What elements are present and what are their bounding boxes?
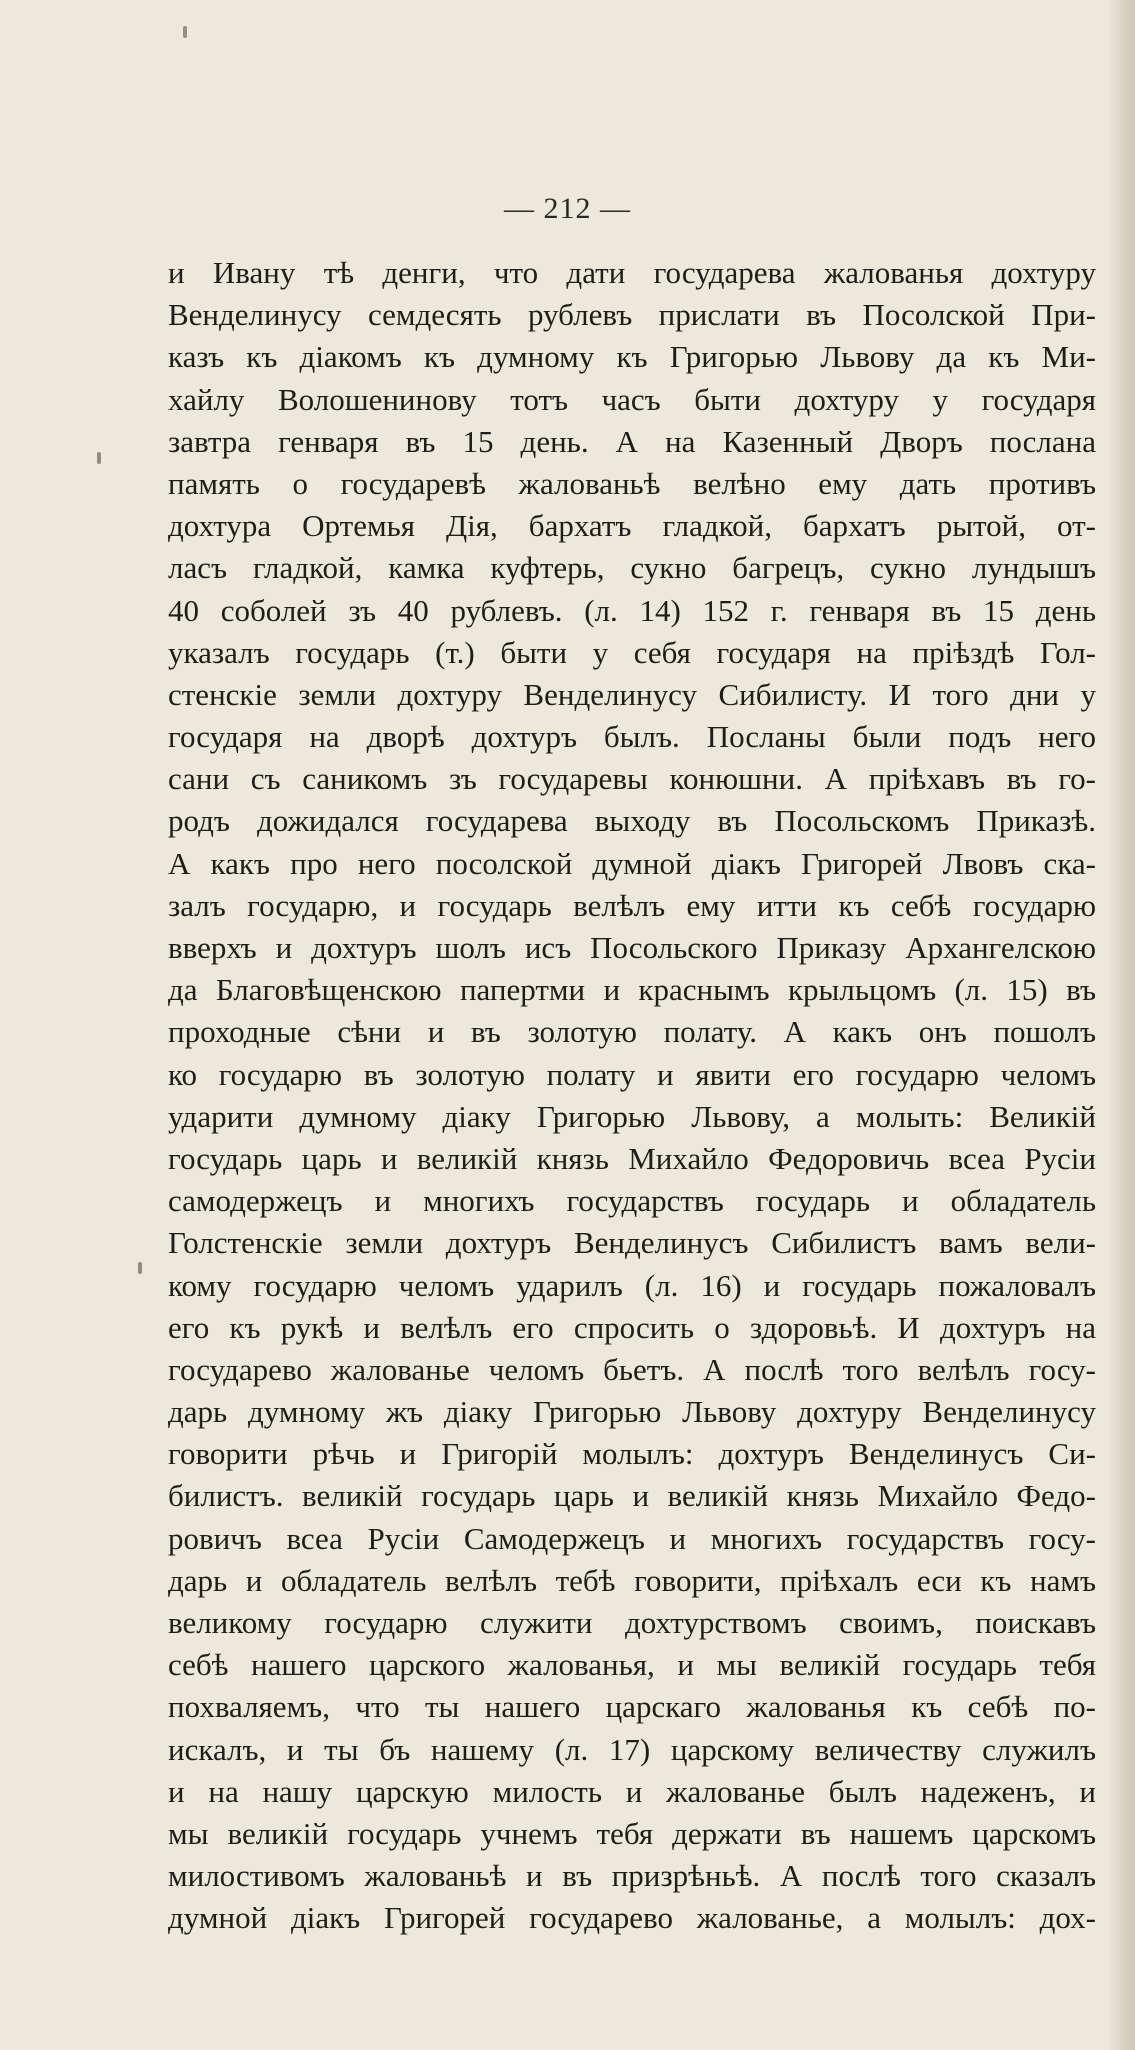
text-line: 40 соболей зъ 40 рублевъ. (л. 14) 152 г. генваря въ 15 день (168, 592, 1096, 628)
text-line: проходные сѣни и въ золотую полату. А какъ онъ пошолъ (168, 1014, 1096, 1050)
text-line: А какъ про него посолской думной діакъ Григорей Лвовъ ска- (168, 845, 1096, 881)
body-text (168, 252, 1096, 1940)
text-line: мы великій государь учнемъ тебя держати въ нашемъ царскомъ (168, 1815, 1096, 1851)
text-line: ударити думному діаку Григорью Львову, а молыть: Великій (168, 1098, 1096, 1134)
text-line: ровичъ всеа Русіи Самодержецъ и многихъ государствъ госу- (168, 1520, 1096, 1556)
text-line: ласъ гладкой, камка куфтерь, сукно багрецъ, сукно лундышъ (168, 550, 1096, 586)
text-line: казъ къ діакомъ къ думному къ Григорью Львову да къ Ми- (168, 339, 1096, 375)
text-line: ко государю въ золотую полату и явити его государю челомъ (168, 1056, 1096, 1092)
text-line: дарь думному жъ діаку Григорью Львову дохтуру Венделинусу (168, 1394, 1096, 1430)
text-line: сани съ саникомъ зъ государевы конюшни. А пріѣхавъ въ го- (168, 761, 1096, 797)
page-edge-shadow (1107, 0, 1135, 2050)
text-line: дарь и обладатель велѣлъ тебѣ говорити, пріѣхалъ еси къ намъ (168, 1562, 1096, 1598)
text-line: родъ дожидался государева выходу въ Посольскомъ Приказѣ. (168, 803, 1096, 839)
text-line: его къ рукѣ и велѣлъ его спросить о здоровьѣ. И дохтуръ на (168, 1309, 1096, 1345)
text-line: искалъ, и ты бъ нашему (л. 17) царскому величеству служилъ (168, 1731, 1096, 1767)
page-number: — 212 — (504, 192, 631, 225)
text-line: государя на дворѣ дохтуръ былъ. Посланы были подъ него (168, 719, 1096, 755)
text-line: завтра генваря въ 15 день. А на Казенный Дворъ послана (168, 423, 1096, 459)
text-line: и Ивану тѣ денги, что дати государева жалованья дохтуру (168, 255, 1096, 290)
text-line: думной діакъ Григорей государево жалованье, а молылъ: дох- (168, 1900, 1096, 1936)
text-line: вверхъ и дохтуръ шолъ исъ Посольского Приказу Архангелскою (168, 930, 1096, 965)
text-line: государево жалованье челомъ бьетъ. А послѣ того велѣлъ госу- (168, 1351, 1096, 1387)
text-line: указалъ государь (т.) быти у себя государя на пріѣздѣ Гол- (168, 634, 1096, 670)
scan-speck (97, 452, 101, 464)
text-line: великому государю служити дохтурствомъ своимъ, поискавъ (168, 1605, 1096, 1640)
text-line: дохтура Ортемья Дія, бархатъ гладкой, бархатъ рытой, от- (168, 508, 1096, 544)
text-line: государь царь и великій князь Михайло Федоровичь всеа Русіи (168, 1140, 1096, 1176)
text-line: да Благовѣщенскою папертми и краснымъ крыльцомъ (л. 15) въ (168, 972, 1096, 1008)
text-line: Венделинусу семдесять рублевъ прислати въ Посолской При- (168, 297, 1096, 333)
text-line: Голстенскіе земли дохтуръ Венделинусъ Сибилистъ вамъ вели- (168, 1225, 1096, 1261)
text-line: самодержецъ и многихъ государствъ государь и обладатель (168, 1183, 1096, 1219)
text-line: кому государю челомъ ударилъ (л. 16) и государь пожаловалъ (168, 1267, 1096, 1303)
text-line: залъ государю, и государь велѣлъ ему итти къ себѣ государю (168, 887, 1096, 923)
text-line: милостивомъ жалованьѣ и въ призрѣньѣ. А послѣ того сказалъ (168, 1858, 1096, 1894)
text-line: билистъ. великій государь царь и великій князь Михайло Федо- (168, 1478, 1096, 1514)
scan-speck (183, 26, 187, 38)
text-line: себѣ нашего царского жалованья, и мы великій государь тебя (168, 1647, 1096, 1683)
text-line: похваляемъ, что ты нашего царскаго жалованья къ себѣ по- (168, 1689, 1096, 1725)
text-line: стенскіе земли дохтуру Венделинусу Сибилисту. И того дни у (168, 676, 1096, 712)
text-line: и на нашу царскую милость и жалованье былъ надеженъ, и (168, 1773, 1096, 1809)
text-line: память о государевѣ жалованьѣ велѣно ему дать противъ (168, 465, 1096, 501)
scan-speck (138, 1262, 142, 1274)
text-line: говорити рѣчь и Григорій молылъ: дохтуръ Венделинусъ Си- (168, 1436, 1096, 1472)
text-line: хайлу Волошенинову тотъ часъ быти дохтуру у государя (168, 381, 1096, 417)
